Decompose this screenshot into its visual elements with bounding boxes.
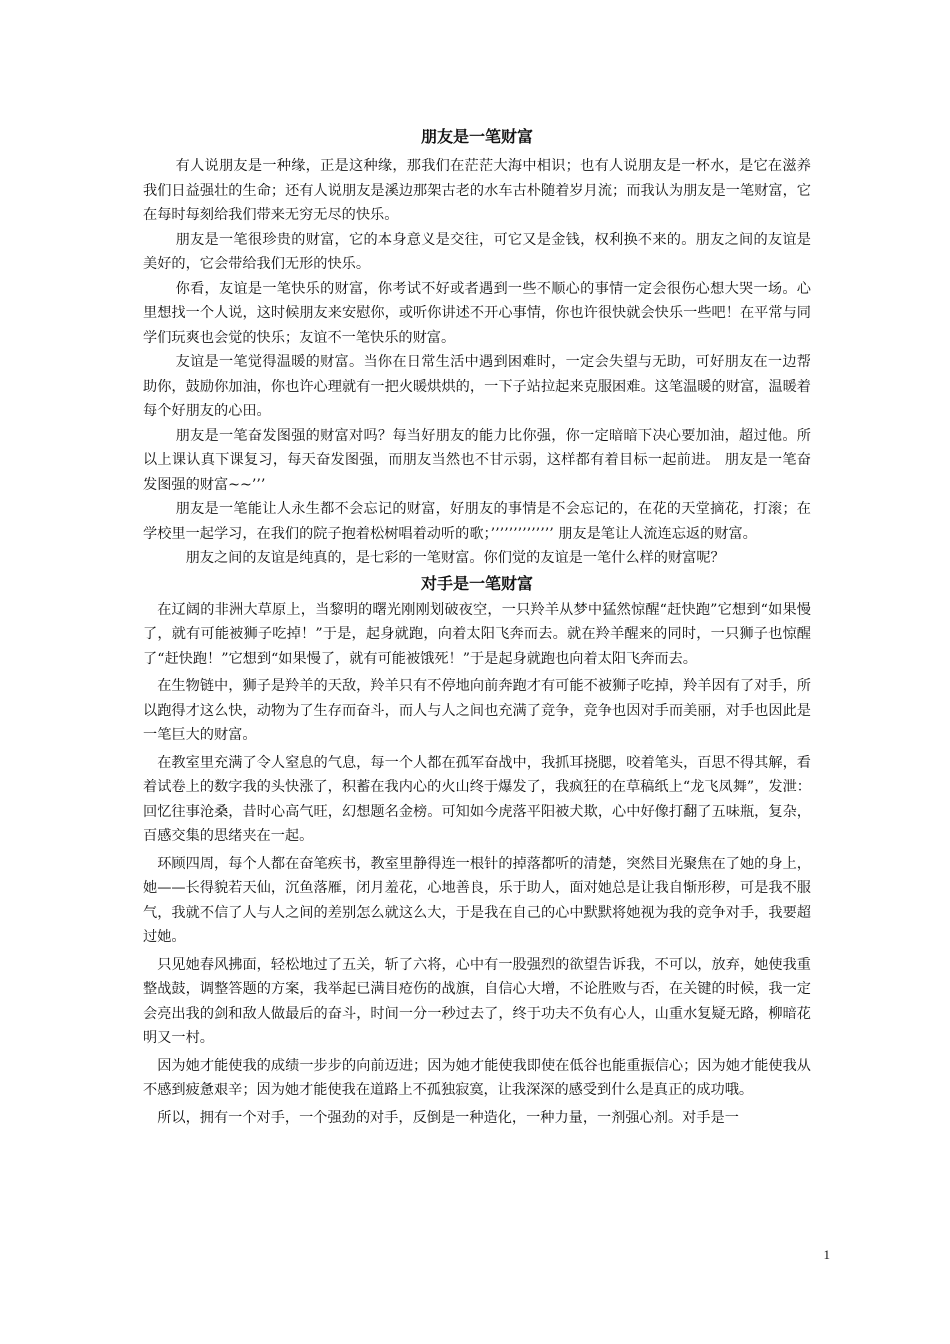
paragraph: 朋友是一笔奋发图强的财富对吗？每当好朋友的能力比你强，你一定暗暗下决心要加油，超过他。所以上课认真下课复习，每天奋发图强，而朋友当然也不甘示弱，这样都有着目标一起前进。 朋友是一笔奋发图强的财富~~’’’: [143, 427, 811, 493]
paragraph: 你看，友谊是一笔快乐的财富，你考试不好或者遇到一些不顺心的事情一定会很伤心想大哭一场。心里想找一个人说，这时候朋友来安慰你，或听你讲述不开心事情，你也许很快就会快乐一些吧！在平常与同学们玩爽也会觉的快乐；友谊不一笔快乐的财富。: [143, 280, 811, 346]
paragraph: 朋友之间的友谊是纯真的，是七彩的一笔财富。你们觉的友谊是一笔什么样的财富呢？: [185, 550, 725, 566]
page-number: 1: [823, 1247, 830, 1262]
paragraph: 所以，拥有一个对手，一个强劲的对手，反倒是一种造化，一种力量，一剂强心剂。对手是一: [157, 1109, 739, 1126]
paragraph: 环顾四周，每个人都在奋笔疾书，教室里静得连一根针的掉落都听的清楚，突然目光聚焦在了她的身上，她——长得貌若天仙，沉鱼落雁，闭月羞花，心地善良，乐于助人，面对她总是让我自惭形秽，可是我不服气，我就不信了人与人之间的差别怎么就这么大，于是我在自己的心中默默将她视为我的竞争对手，我要超过她。: [143, 855, 811, 945]
paragraph: 在教室里充满了令人窒息的气息，每一个人都在孤军奋战中，我抓耳挠腮，咬着笔头，百思不得其解，看着试卷上的数字我的头快涨了，积蓄在我内心的火山终于爆发了，我疯狂的在草稿纸上“龙飞凤舞”，发泄：回忆往事沧桑，昔时心高气旺，幻想题名金榜。可知如今虎落平阳被犬欺，心中好像打翻了五味瓶，复杂，百感交集的思绪夹在一起。: [143, 754, 811, 844]
paragraph: 朋友是一笔很珍贵的财富，它的本身意义是交往，可它又是金钱，权利换不来的。朋友之间的友谊是美好的，它会带给我们无形的快乐。: [143, 231, 811, 272]
paragraph: 朋友是一笔能让人永生都不会忘记的财富，好朋友的事情是不会忘记的，在花的天堂摘花，打滚；在学校里一起学习，在我们的院子抱着松树唱着动听的歌；’’’’’’’’’’’’’’ 朋友是笔让人流连忘返的财富。: [143, 501, 811, 542]
paragraph: 有人说朋友是一种缘，正是这种缘，那我们在茫茫大海中相识；也有人说朋友是一杯水，是它在滋养我们日益强壮的生命；还有人说朋友是溪边那架古老的水车古朴随着岁月流；而我认为朋友是一笔财富，它在每时每刻给我们带来无穷无尽的快乐。: [143, 158, 811, 223]
paragraph: 友谊是一笔觉得温暖的财富。当你在日常生活中遇到困难时，一定会失望与无助，可好朋友在一边帮助你，鼓励你加油，你也许心理就有一把火暖烘烘的，一下子站拉起来克服困难。这笔温暖的财富，温暖着每个好朋友的心田。: [143, 354, 811, 419]
paragraph: 在生物链中，狮子是羚羊的天敌，羚羊只有不停地向前奔跑才有可能不被狮子吃掉，羚羊因有了对手，所以跑得才这么快，动物为了生存而奋斗，而人与人之间也充满了竞争，竞争也因对手而美丽，对手也因此是一笔巨大的财富。: [143, 678, 811, 743]
paragraph: 在辽阔的非洲大草原上，当黎明的曙光刚刚划破夜空，一只羚羊从梦中猛然惊醒“赶快跑”它想到“如果慢了，就有可能被狮子吃掉！”于是，起身就跑，向着太阳飞奔而去。就在羚羊醒来的同时，一只狮子也惊醒了“赶快跑！”它想到“如果慢了，就有可能被饿死！”于是起身就跑也向着太阳飞奔而去。: [143, 601, 811, 667]
page-content: [143, 126, 811, 1133]
section-title: 朋友是一笔财富: [420, 127, 533, 146]
section-friends: [143, 126, 811, 571]
section-title: 对手是一笔财富: [420, 573, 533, 593]
paragraph: 只见她春风拂面，轻松地过了五关，斩了六将，心中有一股强烈的欲望告诉我，不可以，放弃，她使我重整战鼓，调整答题的方案，我举起已满目疮伤的战旗，自信心大增，不论胜败与否，在关键的时候，我一定会亮出我的剑和敌人做最后的奋斗，时间一分一秒过去了，终于功夫不负有心人，山重水复疑无路，柳暗花明又一村。: [143, 956, 811, 1046]
paragraph: 因为她才能使我的成绩一步步的向前迈进；因为她才能使我即使在低谷也能重振信心；因为她才能使我从不感到疲惫艰辛；因为她才能使我在道路上不孤独寂寞，让我深深的感受到什么是真正的成功哦。: [143, 1057, 811, 1098]
section-rivals: [143, 573, 811, 1131]
